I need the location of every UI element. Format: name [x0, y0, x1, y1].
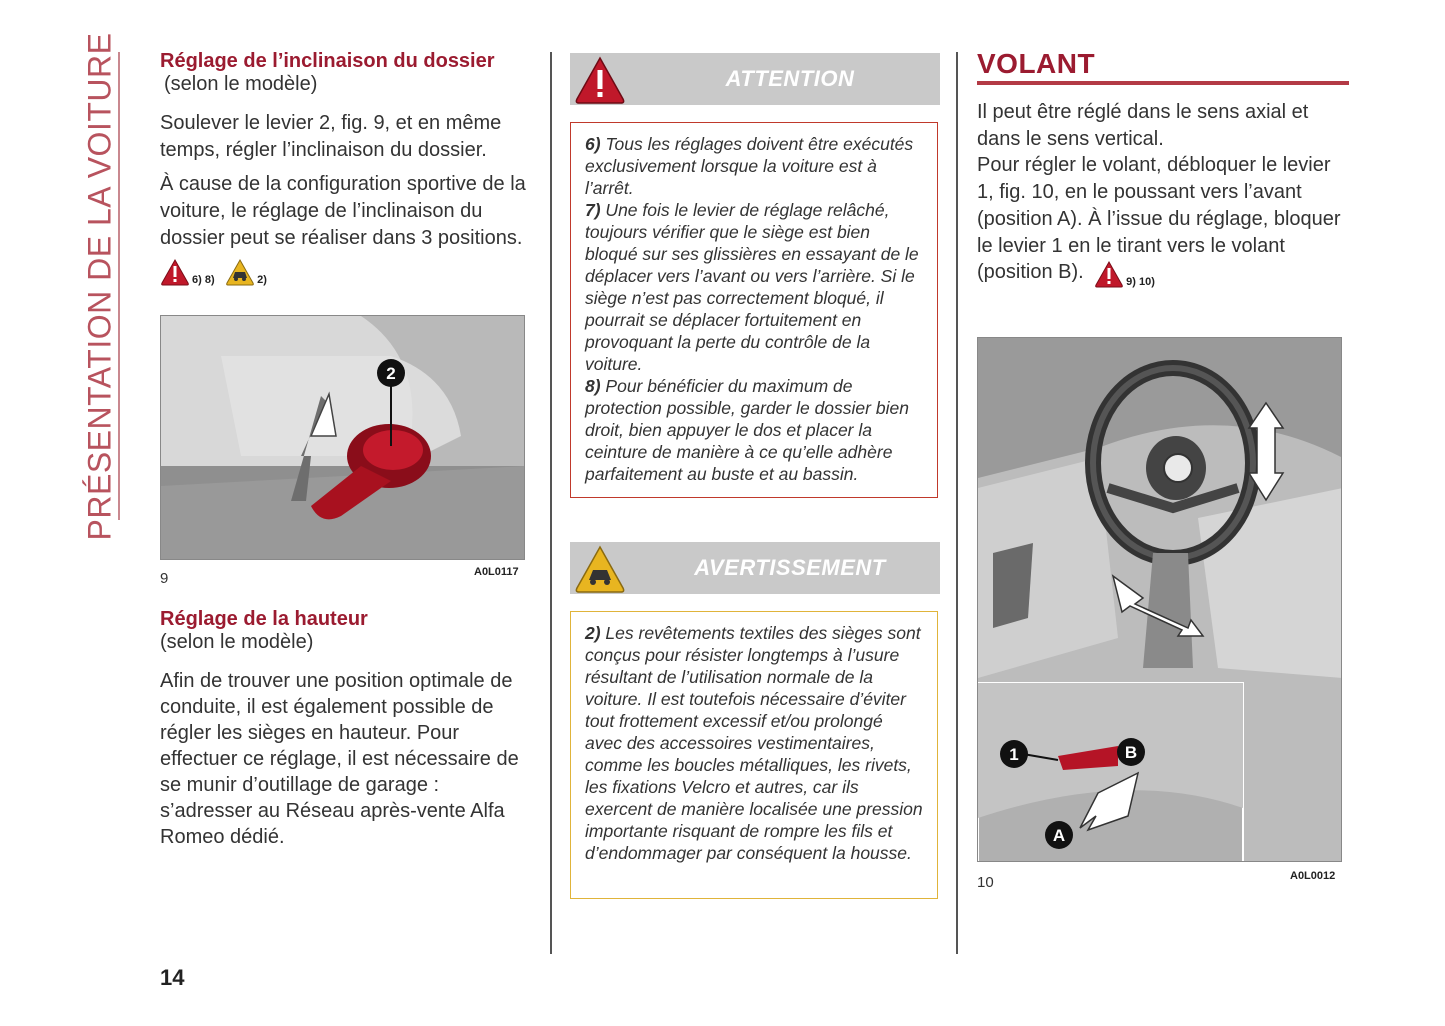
- avertissement-box: [570, 611, 938, 899]
- side-rule: [118, 52, 120, 520]
- column-divider-1: [550, 52, 552, 954]
- attention-item-7: [585, 199, 923, 375]
- section-title-height: Réglage de la hauteur: [160, 608, 368, 630]
- section-note-backrest: (selon le modèle): [164, 73, 318, 95]
- attention-item-8-text: Pour bénéficier du maximum de protection possible, garder le dossier bien droit, bien appuyer le dos et placer la ceinture de manière à ce qu’elle adhère parfaitement au buste et au bassin.: [585, 376, 909, 484]
- section-title-backrest: Réglage de l’inclinaison du dossier: [160, 50, 495, 72]
- figure-9-code: A0L0117: [474, 566, 519, 578]
- paragraph-backrest-2: À cause de la configuration sportive de la voiture, le réglage de l’inclinaison du dossier peut se réaliser dans 3 positions.: [160, 173, 526, 249]
- attention-header-text: ATTENTION: [725, 66, 855, 91]
- seat-lever-illustration: [161, 316, 525, 560]
- paragraph-volant-2: Pour régler le volant, débloquer le levier 1, fig. 10, en le poussant vers l’avant (position A). À l’issue du réglage, bloquer le levier 1 en le tirant vers le volant (position B).: [977, 154, 1341, 284]
- section-note-height: (selon le modèle): [160, 631, 314, 653]
- column-1: [160, 50, 530, 286]
- section-height: [160, 608, 530, 850]
- figure-10-code: A0L0012: [1290, 870, 1336, 882]
- attention-warning-icon: [574, 55, 626, 105]
- attention-header: [570, 53, 940, 105]
- warning-triangle-icon: [1094, 260, 1124, 288]
- warning-triangle-icon: [160, 258, 190, 286]
- attention-item-7-num: 7): [585, 200, 601, 220]
- avertissement-header: [570, 542, 940, 594]
- caution-ref-group: [225, 258, 273, 286]
- caution-car-icon: [225, 258, 255, 286]
- figure-9-seat-lever: [160, 315, 525, 560]
- warning-ref-numbers: 6) 8): [192, 273, 215, 286]
- attention-item-6-num: 6): [585, 134, 601, 154]
- paragraph-height-1: Afin de trouver une position optimale de conduite, il est également possible de régler les sièges en hauteur. Pour effectuer ce réglage, il est nécessaire de se munir d’outillage de garage : s’adresser au Réseau après-vente Alfa Romeo dédié.: [160, 670, 519, 848]
- figure-10-callout-1: 1: [1009, 745, 1019, 764]
- avertissement-caution-icon: [574, 544, 626, 594]
- paragraph-volant-1: Il peut être réglé dans le sens axial et dans le sens vertical.: [977, 101, 1309, 150]
- paragraph-backrest-1: Soulever le levier 2, fig. 9, et en même temps, régler l’inclinaison du dossier.: [160, 112, 502, 161]
- attention-item-8-num: 8): [585, 376, 601, 396]
- attention-item-6: [585, 133, 923, 199]
- side-section-title-text: PRÉSENTATION DE LA VOITURE: [81, 32, 118, 540]
- figure-10-callout-b: B: [1124, 743, 1138, 762]
- column-3: [977, 48, 1349, 288]
- figure-9-number: 9: [160, 570, 169, 587]
- volant-title-rule: [977, 81, 1349, 85]
- volant-warning-ref-numbers: 9) 10): [1126, 275, 1155, 288]
- attention-box: [570, 122, 938, 498]
- avertissement-header-text: AVERTISSEMENT: [694, 555, 886, 580]
- warning-ref-group: [160, 258, 221, 286]
- volant-title: VOLANT: [977, 48, 1096, 79]
- attention-item-8: [585, 375, 923, 485]
- column-divider-2: [956, 52, 958, 954]
- caution-ref-numbers: 2): [257, 273, 267, 286]
- attention-item-7-text: Une fois le levier de réglage relâché, toujours vérifier que le siège est bien bloqué sur ses glissières en essayant de le déplacer vers l’avant ou vers l’arrière. Si le siège n’est pas correctement bloqué, il pourrait se déplacer fortuitement en provoquant la perte du contrôle de la voiture.: [585, 200, 919, 374]
- figure-10-number: 10: [977, 874, 994, 891]
- steering-wheel-illustration: [978, 338, 1342, 862]
- figure-10-steering-wheel: [977, 337, 1342, 862]
- volant-warning-ref-group: [1094, 260, 1161, 288]
- warning-references-backrest: [160, 258, 530, 286]
- figure-10-callout-a: A: [1052, 826, 1066, 845]
- avertissement-item-2-text: Les revêtements textiles des sièges sont conçus pour résister longtemps à l’usure résultant de l’utilisation normale de la voiture. Il est toutefois nécessaire d’éviter tout frottement excessif et/ou prolongé avec des accessoires vestimentaires, comme les boucles métalliques, les rivets, les fixations Velcro et autres, car ils exercent de manière localisée une pression importante risquant de rompre les fils et d’endommager par conséquent la housse.: [585, 623, 923, 863]
- page-number: 14: [160, 965, 185, 990]
- avertissement-item-2: [585, 622, 923, 864]
- avertissement-item-2-num: 2): [585, 623, 601, 643]
- side-section-title: [80, 32, 120, 540]
- figure-9-callout-2: 2: [386, 364, 396, 383]
- attention-item-6-text: Tous les réglages doivent être exécutés exclusivement lorsque la voiture est à l’arrêt.: [585, 134, 914, 198]
